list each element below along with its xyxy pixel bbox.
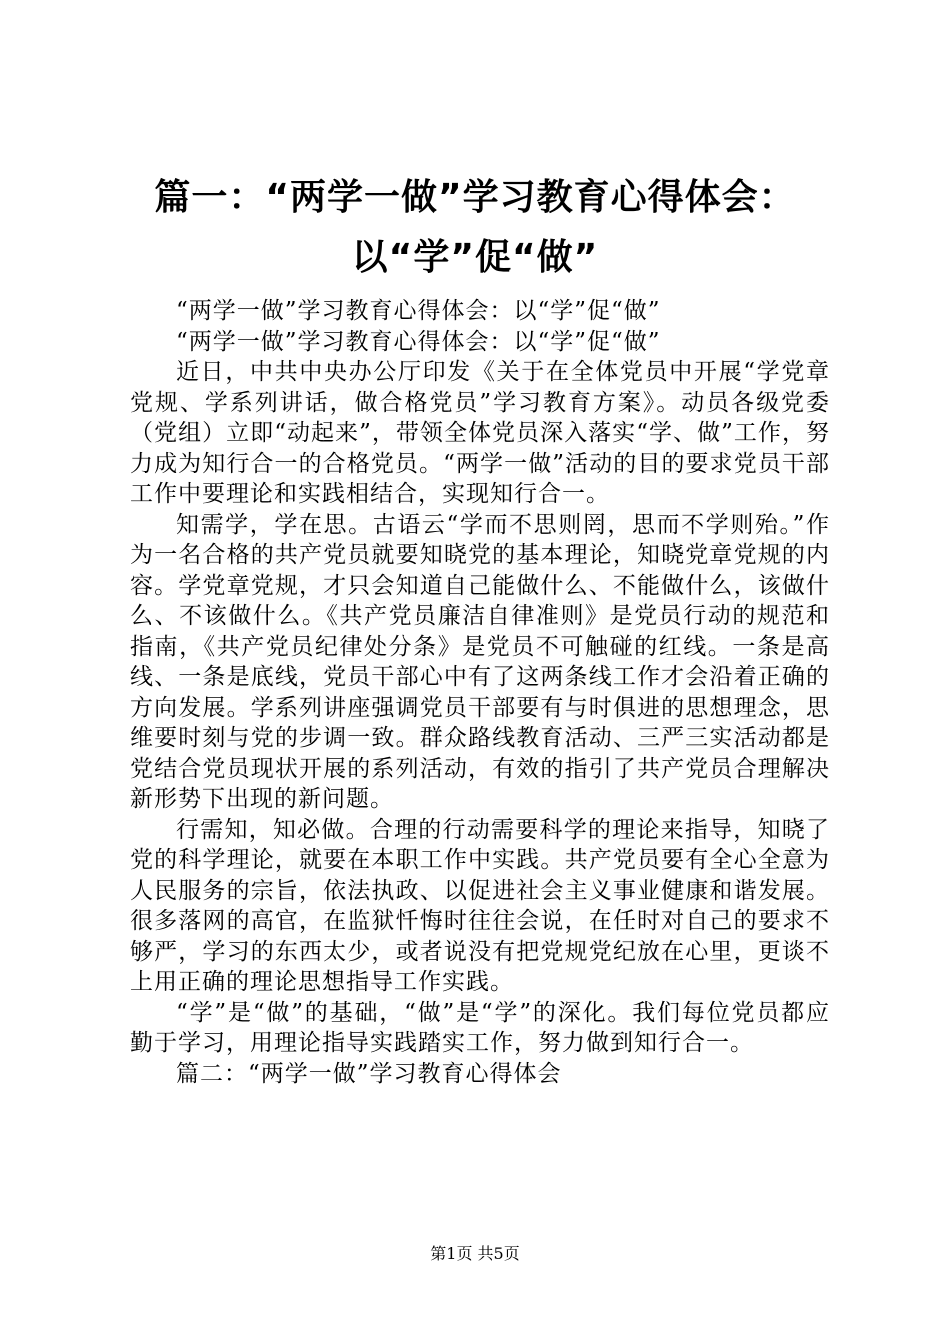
paragraph-know-learn: 知需学，学在思。古语云“学而不思则罔，思而不学则殆。”作为一名合格的共产党员就要知晓党的基本理论，知晓党章党规的内容。学党章党规，才只会知道自己能做什么、不能做什么，该做什么、不该做什么。《共产党员廉洁自律准则》是党员行动的规范和指南，《共产党员纪律处分条》是党员不可触碰的红线。一条是高线、一条是底线，党员干部心中有了这两条线工作才会沿着正确的方向发展。学系列讲座强调党员干部要有与时俱进的思想理念，思维要时刻与党的步调一致。群众路线教育活动、三严三实活动都是党结合党员现状开展的系列活动，有效的指引了共产党员合理解决新形势下出现的新问题。 (130, 511, 830, 812)
paragraph-part-two-heading: 篇二：“两学一做”学习教育心得体会 (176, 1060, 562, 1087)
paragraph-subtitle-2: “两学一做”学习教育心得体会：以“学”促“做” (176, 328, 661, 355)
paragraph-act-know: 行需知，知必做。合理的行动需要科学的理论来指导，知晓了党的科学理论，就要在本职工作中实践。共产党员要有全心全意为人民服务的宗旨，依法执政、以促进社会主义事业健康和谐发展。很多落网的高官，在监狱忏悔时往往会说，在任时对自己的要求不够严，学习的东西太少，或者说没有把党规党纪放在心里，更谈不上用正确的理论思想指导工作实践。 (130, 816, 830, 995)
paragraph-subtitle-1: “两学一做”学习教育心得体会：以“学”促“做” (176, 298, 661, 324)
document-title: 篇一：“两学一做”学习教育心得体会：以“学”促“做” (154, 177, 796, 278)
paragraph-intro: 近日，中共中央办公厅印发《关于在全体党员中开展“学党章党规、学系列讲话，做合格党员”学习教育方案》。动员各级党委（党组）立即“动起来”，带领全体党员深入落实“学、做”工作，努力成为知行合一的合格党员。“两学一做”活动的目的要求党员干部工作中要理论和实践相结合，实现知行合一。 (130, 359, 830, 507)
paragraph-conclusion: “学”是“做”的基础，“做”是“学”的深化。我们每位党员都应勤于学习，用理论指导实践踏实工作，努力做到知行合一。 (130, 999, 830, 1056)
page-footer: 第1页 共5页 (430, 1244, 520, 1263)
document-body (130, 296, 830, 1089)
